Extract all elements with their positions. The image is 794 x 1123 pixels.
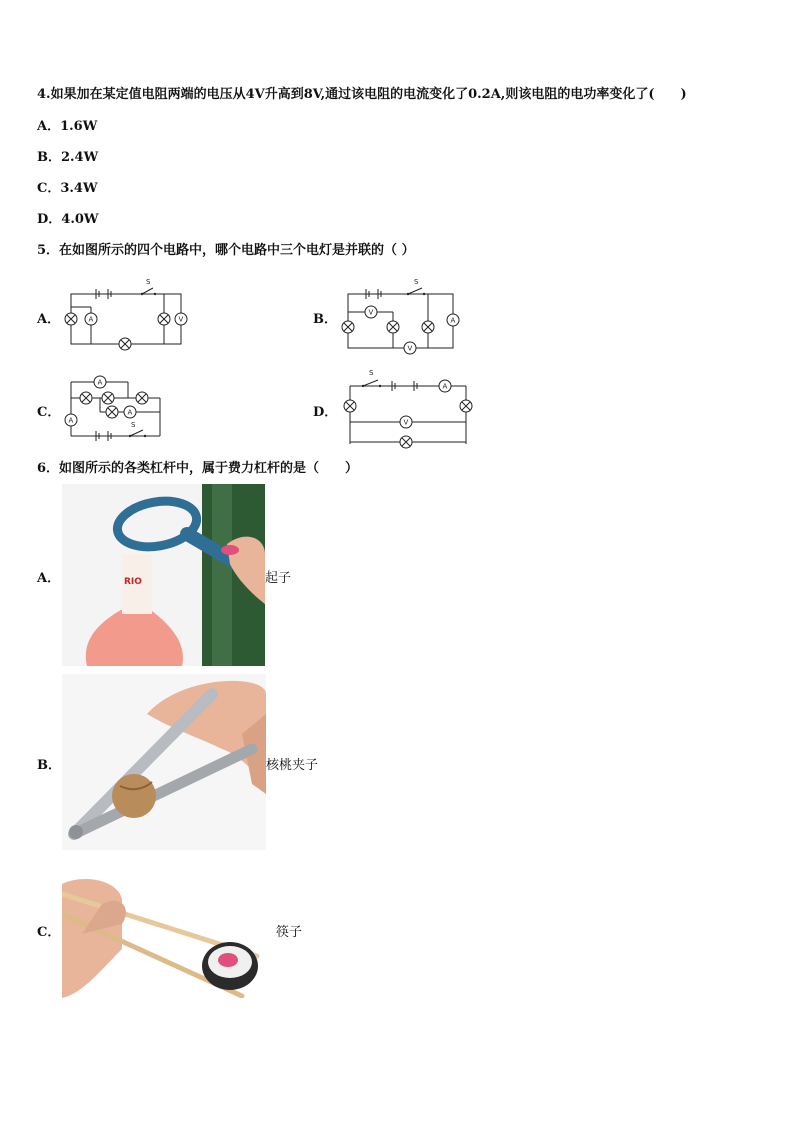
- q6-option-c-caption: 筷子: [276, 925, 303, 940]
- circuit-a-switch-label: S: [146, 278, 151, 286]
- svg-text:V: V: [368, 308, 374, 317]
- q6-option-c-letter[interactable]: C．: [37, 925, 61, 940]
- svg-text:S: S: [414, 278, 419, 286]
- svg-text:V: V: [178, 315, 184, 324]
- q6-option-a-letter[interactable]: A．: [37, 571, 61, 586]
- circuit-d-diagram: [338, 366, 478, 456]
- svg-text:V: V: [403, 418, 409, 427]
- question-4-stem: 4.如果加在某定值电阻两端的电压从4V升高到8V,通过该电阻的电流变化了0.2A,则该电阻的电功率变化了( ): [37, 87, 687, 102]
- question-6-stem: 6．如图所示的各类杠杆中，属于费力杠杆的是（ ）: [37, 461, 359, 476]
- rio-label: RIO: [124, 577, 142, 587]
- chopsticks-photo: [62, 874, 262, 998]
- q5-option-d[interactable]: D．: [313, 405, 338, 420]
- q5-option-a[interactable]: A．: [37, 312, 61, 327]
- circuit-a-diagram: [60, 272, 190, 352]
- svg-text:A: A: [68, 416, 74, 425]
- svg-text:A: A: [450, 316, 456, 325]
- bottle-opener-photo: [62, 484, 265, 666]
- q5-option-b[interactable]: B．: [313, 312, 337, 327]
- q4-option-c[interactable]: C．3.4W: [37, 181, 98, 196]
- svg-text:A: A: [97, 378, 103, 387]
- svg-text:V: V: [407, 344, 413, 353]
- svg-text:S: S: [131, 421, 136, 429]
- svg-text:S: S: [369, 369, 374, 377]
- q4-option-a[interactable]: A．1.6W: [37, 119, 98, 134]
- q5-option-c[interactable]: C．: [37, 405, 61, 420]
- q4-option-b[interactable]: B．2.4W: [37, 150, 99, 165]
- q6-option-b-letter[interactable]: B．: [37, 758, 61, 773]
- q6-option-a-caption: 起子: [265, 571, 292, 586]
- circuit-c-diagram: [60, 368, 170, 448]
- question-5-stem: 5．在如图所示的四个电路中，哪个电路中三个电灯是并联的（ ）: [37, 243, 415, 258]
- svg-text:A: A: [442, 382, 448, 391]
- q6-option-b-caption: 核桃夹子: [266, 758, 319, 773]
- circuit-b-diagram: [338, 272, 468, 362]
- nutcracker-photo: [62, 674, 266, 850]
- q4-option-d[interactable]: D．4.0W: [37, 212, 99, 227]
- circuit-a-ammeter-label: A: [88, 315, 94, 324]
- svg-text:A: A: [127, 408, 133, 417]
